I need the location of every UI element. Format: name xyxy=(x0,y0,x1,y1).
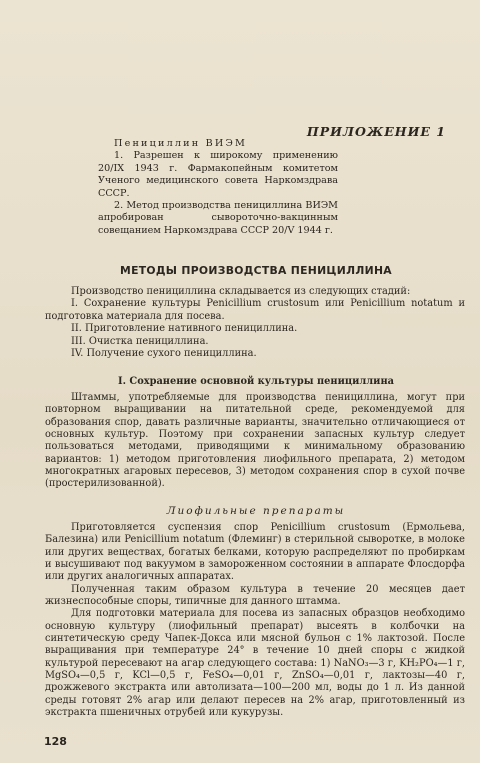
note-heading: Пенициллин ВИЭМ xyxy=(114,138,248,149)
stages-intro: Производство пенициллина складывается из следующих стадий: xyxy=(71,286,411,297)
stage-item-3: III. Очистка пенициллина. xyxy=(71,335,209,347)
stage-item-1: I. Сохранение культуры Penicillium crustosum или Penicillium notatum и подготовка материала для посева. xyxy=(45,298,465,322)
section-2-paragraph-1: Приготовляется суспензия спор Penicillium crustosum (Ермольева, Балезина) или Penicillium notatum (Флеминг) в стерильной сыворотке, в молоке или других веществах, богатых белками, которую распределяют по пробиркам и высушивают под вакуумом в замороженном состоянии в аппарате Флосдорфа или других аналогичных аппаратах. xyxy=(45,522,465,583)
section-1-paragraph: Штаммы, употребляемые для производства пенициллина, могут при повторном выращивании на питательной среде, рекомендуемой для образования спор, давать различные варианты, значительно отличающиеся от основных культур. Поэтому при сохранении запасных культур следует пользоваться методами, приводящими к минимальному образованию вариантов: 1) методом приготовления лиофильного препарата, 2) методом многократных агаровых пересевов, 3) методом сохранения спор в сухой почве (простерилизованной). xyxy=(45,392,465,490)
main-title: МЕТОДЫ ПРОИЗВОДСТВА ПЕНИЦИЛЛИНА xyxy=(120,264,392,277)
section-2-title: Лиофильные препараты xyxy=(166,505,346,517)
note-item-1: 1. Разрешен к широкому применению 20/IX 1943 г. Фармакопейным комитетом Ученого медицинского совета Наркомздрава СССР. xyxy=(98,150,338,199)
note-item-2: 2. Метод производства пенициллина ВИЭМ апробирован сывороточно-вакцинным совещанием Наркомздрава СССР 20/V 1944 г. xyxy=(98,200,338,236)
section-2-body xyxy=(45,522,465,720)
stage-item-4: IV. Получение сухого пенициллина. xyxy=(71,348,257,360)
stage-item-2: II. Приготовление нативного пенициллина. xyxy=(71,323,298,335)
approval-note xyxy=(98,138,338,237)
stages-list xyxy=(45,286,465,360)
section-1-body xyxy=(45,392,465,491)
section-2-paragraph-2: Полученная таким образом культура в течение 20 месяцев дает жизнеспособные споры, типичные для данного штамма. xyxy=(45,583,465,608)
section-2-paragraph-3: Для подготовки материала для посева из запасных образцов необходимо основную культуру (лиофильный препарат) высеять в колбочки на синтетическую среду Чапек-Докса или мясной бульон с 1% лактозой. После выращивания при температуре 24° в течение 10 дней споры с жидкой культурой пересевают на агар следующего состава: 1) NaNO₃—3 г, KH₂PO₄—1 г, MgSO₄—0,5 г, KCl—0,5 г, FeSO₄—0,01 г, ZnSO₄—0,01 г, лактозы—40 г, дрожжевого экстракта или автолизата—100—200 мл, воды до 1 л. Из данной среды готовят 2% агар или делают пересев на 2% агар, приготовленный из экстракта пшеничных отрубей или кукурузы. xyxy=(45,608,465,719)
appendix-label: ПРИЛОЖЕНИЕ 1 xyxy=(306,124,446,139)
section-1-title: I. Сохранение основной культуры пенициллина xyxy=(118,376,394,387)
page-number: 128 xyxy=(44,735,67,748)
